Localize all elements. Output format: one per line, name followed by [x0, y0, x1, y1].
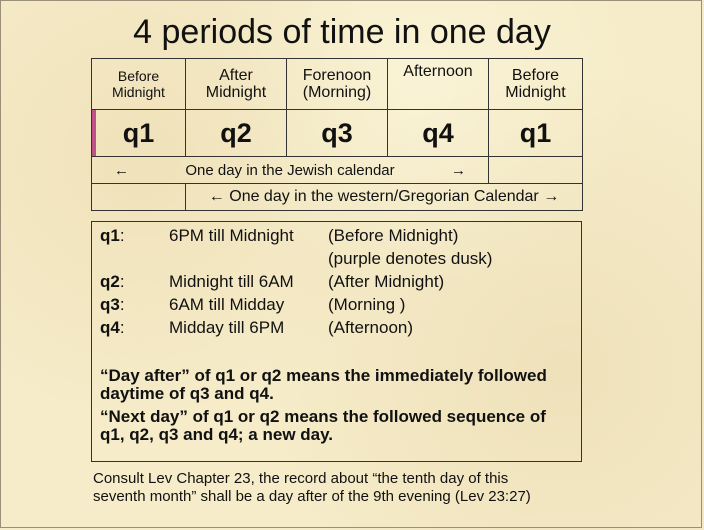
definition-q1: q1:	[100, 226, 125, 245]
quarter-row	[92, 110, 583, 157]
quarter-q1: q1	[92, 110, 186, 157]
next-day-note: “Next day” of q1 or q2 means the followed sequence of q1, q2, q3 and q4; a new day.	[100, 407, 546, 444]
consult-line-2: seventh month” shall be a day after of the 9th evening (Lev 23:27)	[93, 488, 531, 505]
definition-q1-time: 6PM till Midnight	[169, 226, 294, 245]
right-arrow-icon: →	[450, 161, 466, 179]
definition-q2: q2:	[100, 272, 125, 291]
periods-table	[91, 58, 583, 211]
header-forenoon: Forenoon (Morning)	[287, 59, 388, 110]
quarter-q1-next: q1	[489, 110, 583, 157]
header-after-midnight: After Midnight	[186, 59, 287, 110]
consult-line-1: Consult Lev Chapter 23, the record about “the tenth day of this	[93, 470, 509, 487]
header-before-midnight-2: Before Midnight	[489, 59, 583, 110]
dusk-note: (purple denotes dusk)	[328, 249, 493, 268]
definition-q4-desc: (Afternoon)	[328, 318, 414, 337]
definition-q3-time: 6AM till Midday	[169, 295, 285, 314]
definition-q3-desc: (Morning )	[328, 295, 406, 314]
empty-cell	[92, 184, 186, 211]
western-calendar-label: ← One day in the western/Gregorian Calendar →	[186, 184, 583, 211]
definition-q4-time: Midday till 6PM	[169, 318, 285, 337]
definition-q2-time: Midnight till 6AM	[169, 272, 294, 291]
left-arrow-icon: ←	[114, 161, 129, 179]
consult-note	[93, 470, 531, 506]
quarter-q4: q4	[388, 110, 489, 157]
period-header-row	[92, 59, 583, 110]
header-before-midnight: Before Midnight	[92, 59, 186, 110]
jewish-calendar-label: One day in the Jewish calendar	[185, 161, 395, 179]
empty-cell	[489, 157, 583, 184]
western-calendar-row	[92, 184, 583, 211]
header-afternoon: Afternoon	[388, 59, 489, 110]
definitions-box	[91, 221, 582, 462]
definition-q4: q4:	[100, 318, 125, 337]
definition-q3: q3:	[100, 295, 125, 314]
quarter-q2: q2	[186, 110, 287, 157]
definition-q2-desc: (After Midnight)	[328, 272, 445, 291]
definition-q1-desc: (Before Midnight)	[328, 226, 459, 245]
quarter-q3: q3	[287, 110, 388, 157]
jewish-calendar-cell	[92, 157, 489, 184]
jewish-calendar-row	[92, 157, 583, 184]
slide-title: 4 periods of time in one day	[133, 13, 551, 51]
day-after-note: “Day after” of q1 or q2 means the immediately followed daytime of q3 and q4.	[100, 366, 547, 403]
